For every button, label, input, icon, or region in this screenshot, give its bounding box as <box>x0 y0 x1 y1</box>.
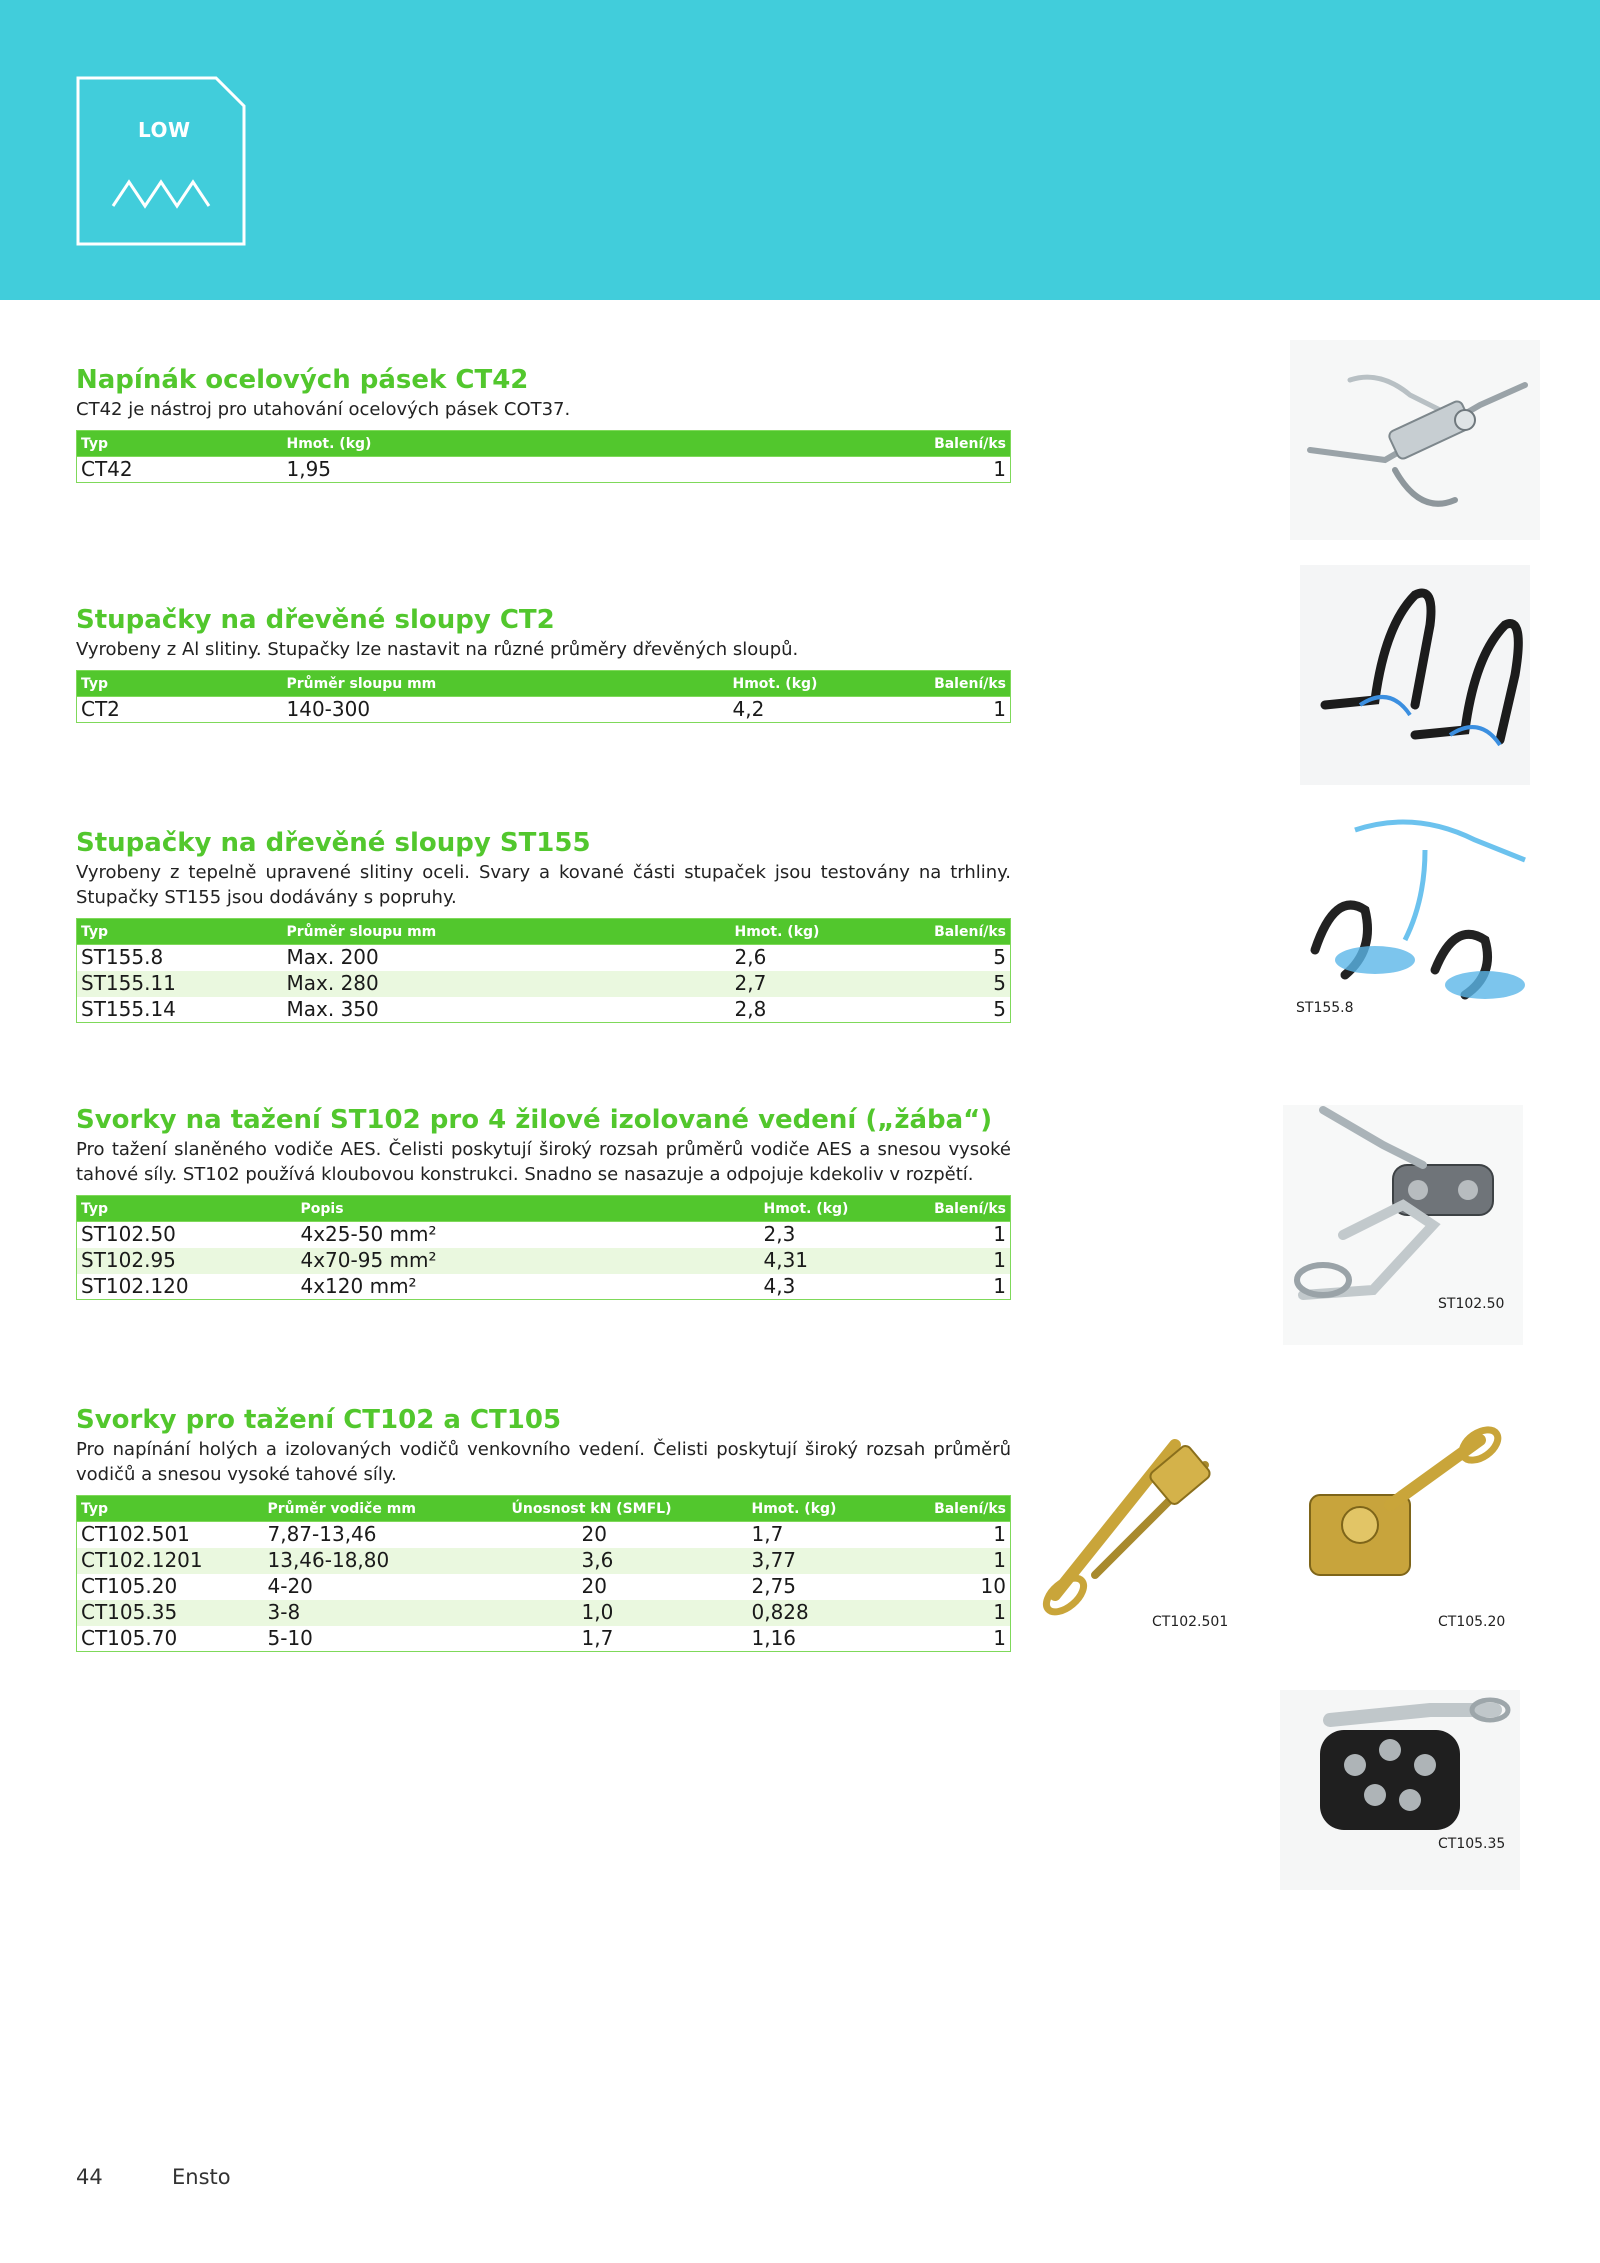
ct105-35-clamp-image <box>1280 1690 1520 1890</box>
table-header-row <box>77 671 1011 697</box>
table-cell: ST155.14 <box>81 996 176 1021</box>
column-header: Únosnost kN (SMFL) <box>508 1496 748 1522</box>
table-cell: 1,95 <box>283 457 673 483</box>
table-row <box>77 697 1011 723</box>
table-cell: ST102.120 <box>81 1273 189 1298</box>
table-cell: CT105.20 <box>81 1574 178 1598</box>
column-header: Typ <box>77 1496 264 1522</box>
column-header: Hmot. (kg) <box>731 919 881 945</box>
table-row <box>77 1274 1011 1300</box>
column-header: Průměr sloupu mm <box>283 671 729 697</box>
table-cell: CT102.501 <box>77 1522 264 1548</box>
column-header: Balení/ks <box>894 1196 1010 1222</box>
table-cell: Max. 350 <box>286 996 379 1021</box>
section-title: Svorky pro tažení CT102 a CT105 <box>76 1405 562 1435</box>
section-ct102-ct105 <box>76 1405 1011 1652</box>
table-cell: 1,16 <box>751 1625 797 1650</box>
table-cell: CT2 <box>77 697 283 723</box>
table-cell: CT42 <box>77 457 283 483</box>
table-row <box>77 1548 1011 1574</box>
table-cell: 4,3 <box>763 1273 796 1298</box>
table-cell: 1 <box>993 1273 1006 1298</box>
column-header: Typ <box>77 671 283 697</box>
table-cell: 5 <box>881 945 1011 971</box>
table-cell: 1 <box>673 457 1011 483</box>
table-cell: ST102.95 <box>77 1248 297 1274</box>
table-cell: 5-10 <box>267 1625 313 1650</box>
table-cell: 3,77 <box>748 1548 889 1574</box>
badge-frame <box>76 76 246 246</box>
column-header: Hmot. (kg) <box>283 431 673 457</box>
table-row <box>77 1600 1011 1626</box>
low-voltage-badge <box>76 76 246 246</box>
section-description: Pro napínání holých a izolovaných vodičů venkovního vedení. Čelisti poskytují široký rozsah průměrů vodičů a snesou vysoké tahové síly. <box>76 1439 1011 1485</box>
table-cell: 20 <box>581 1574 607 1598</box>
table-cell: 1 <box>993 1625 1006 1650</box>
column-header: Balení/ks <box>888 1496 1010 1522</box>
section-description: Vyrobeny z Al slitiny. Stupačky lze nastavit na různé průměry dřevěných sloupů. <box>76 639 799 660</box>
column-header: Průměr vodiče mm <box>264 1496 508 1522</box>
table-cell: 4-20 <box>267 1574 313 1598</box>
ct42-tensioner-image <box>1290 340 1540 540</box>
spec-table <box>76 1195 1011 1300</box>
table-cell: 1 <box>888 1600 1010 1626</box>
spec-table <box>76 918 1011 1023</box>
section-st155 <box>76 828 1011 1023</box>
table-cell: 4,31 <box>760 1248 895 1274</box>
table-cell: 1,0 <box>508 1600 748 1626</box>
section-st102 <box>76 1105 1011 1300</box>
table-cell: 13,46-18,80 <box>264 1548 508 1574</box>
spec-table <box>76 670 1011 723</box>
column-header: Balení/ks <box>880 671 1011 697</box>
table-row <box>77 1248 1011 1274</box>
photo-caption: CT102.501 <box>1152 1614 1229 1630</box>
column-header: Balení/ks <box>673 431 1011 457</box>
table-cell: 4x120 mm² <box>300 1273 417 1298</box>
table-cell: CT105.35 <box>77 1600 264 1626</box>
table-header-row <box>77 919 1011 945</box>
table-cell: 140-300 <box>283 697 729 723</box>
table-cell: Max. 280 <box>283 971 731 997</box>
column-header: Typ <box>77 1196 297 1222</box>
section-ct42 <box>76 365 1011 483</box>
section-title: Svorky na tažení ST102 pro 4 žilové izolované vedení („žába“) <box>76 1105 993 1135</box>
ct2-climbers-image <box>1300 565 1530 785</box>
table-cell: 2,6 <box>731 945 881 971</box>
table-header-row <box>77 1496 1011 1522</box>
column-header: Popis <box>297 1196 760 1222</box>
ct105-20-clamp-image <box>1280 1415 1510 1615</box>
table-header-row <box>77 431 1011 457</box>
table-row <box>77 1574 1011 1600</box>
table-cell: 2,3 <box>760 1222 895 1248</box>
column-header: Průměr sloupu mm <box>283 919 731 945</box>
table-cell: 1 <box>894 1222 1010 1248</box>
header-band <box>0 0 1600 300</box>
photo-caption: CT105.35 <box>1438 1836 1506 1852</box>
table-cell: 1,7 <box>581 1625 614 1650</box>
table-cell: 4x70-95 mm² <box>297 1248 760 1274</box>
table-cell: 1,7 <box>748 1522 889 1548</box>
voltage-wave-icon <box>111 172 211 212</box>
section-title: Napínák ocelových pásek CT42 <box>76 365 529 395</box>
table-cell: 7,87-13,46 <box>264 1522 508 1548</box>
column-header: Typ <box>77 431 283 457</box>
table-cell: 5 <box>993 996 1006 1021</box>
column-header: Hmot. (kg) <box>729 671 880 697</box>
table-cell: ST102.50 <box>77 1222 297 1248</box>
table-cell: CT105.70 <box>81 1625 178 1650</box>
table-row <box>77 1626 1011 1652</box>
table-cell: 1 <box>888 1548 1010 1574</box>
table-cell: 20 <box>508 1522 748 1548</box>
table-cell: CT102.1201 <box>77 1548 264 1574</box>
ct102-clamp-image <box>1035 1425 1265 1625</box>
table-cell: 2,7 <box>731 971 881 997</box>
column-header: Hmot. (kg) <box>760 1196 895 1222</box>
table-cell: 10 <box>980 1574 1006 1598</box>
table-header-row <box>77 1196 1011 1222</box>
table-cell: 4x25-50 mm² <box>297 1222 760 1248</box>
table-cell: 3-8 <box>264 1600 508 1626</box>
st155-climbers-image <box>1295 810 1535 1010</box>
table-row <box>77 997 1011 1023</box>
section-description: CT42 je nástroj pro utahování ocelových pásek COT37. <box>76 399 571 420</box>
spec-table <box>76 430 1011 483</box>
table-cell: ST155.8 <box>77 945 283 971</box>
section-title: Stupačky na dřevěné sloupy CT2 <box>76 605 555 635</box>
photo-caption: ST102.50 <box>1438 1296 1505 1312</box>
photo-caption: CT105.20 <box>1438 1614 1506 1630</box>
section-title: Stupačky na dřevěné sloupy ST155 <box>76 828 591 858</box>
footer-brand: Ensto <box>172 2165 231 2189</box>
table-row <box>77 1522 1011 1548</box>
table-cell: 1 <box>894 1248 1010 1274</box>
section-ct2 <box>76 605 1011 723</box>
column-header: Hmot. (kg) <box>748 1496 889 1522</box>
section-description: Vyrobeny z tepelně upravené slitiny oceli. Svary a kované části stupaček jsou testovány na trhliny. Stupačky ST155 jsou dodávány s popruhy. <box>76 862 1011 908</box>
photo-caption: ST155.8 <box>1296 1000 1354 1016</box>
table-row <box>77 971 1011 997</box>
table-cell: 5 <box>881 971 1011 997</box>
table-cell: ST155.11 <box>77 971 283 997</box>
column-header: Typ <box>77 919 283 945</box>
table-cell: 2,8 <box>734 996 767 1021</box>
table-row <box>77 457 1011 483</box>
table-cell: 2,75 <box>751 1574 797 1598</box>
section-description: Pro tažení slaněného vodiče AES. Čelisti poskytují široký rozsah průměrů vodiče AES a snesou vysoké tahové síly. ST102 používá kloubovou konstrukci. Snadno se nasazuje a odpojuje kdekoliv v rozpětí. <box>76 1139 1011 1185</box>
table-row <box>77 1222 1011 1248</box>
table-cell: Max. 200 <box>283 945 731 971</box>
table-cell: 0,828 <box>748 1600 889 1626</box>
badge-label: LOW <box>138 118 191 142</box>
spec-table <box>76 1495 1011 1652</box>
table-cell: 1 <box>880 697 1011 723</box>
table-row <box>77 945 1011 971</box>
column-header: Balení/ks <box>881 919 1011 945</box>
table-cell: 1 <box>888 1522 1010 1548</box>
table-cell: 4,2 <box>729 697 880 723</box>
page-number: 44 <box>76 2165 103 2189</box>
table-cell: 3,6 <box>508 1548 748 1574</box>
